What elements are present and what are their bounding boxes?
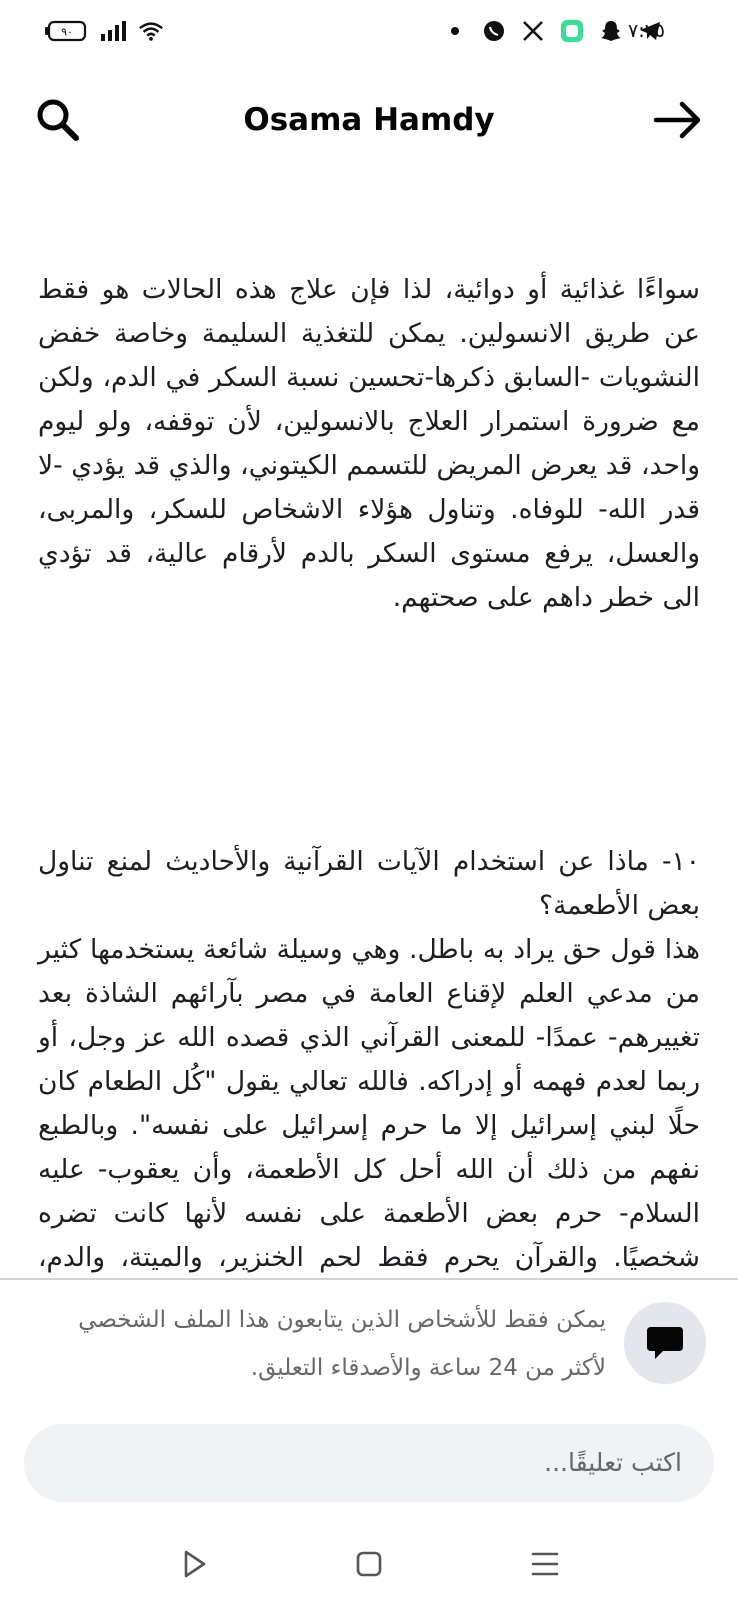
paragraph-spacer	[38, 708, 700, 752]
dot-icon	[442, 18, 468, 44]
post-body	[0, 166, 738, 1278]
comment-restriction-notice	[0, 1296, 738, 1414]
post-paragraph: سواءًا غذائية أو دوائية، لذا فإن علاج هذه الحالات هو فقط عن طريق الانسولين. يمكن للتغذية السليمة وخاصة خفض النشويات -السابق ذكرها-تحسين نسبة السكر في الدم، ولكن مع ضرورة استمرار العلاج بالانسولين، لأن توقفه، ولو ليوم واحد، قد يعرض المريض للتسمم الكيتوني، والذي قد يؤدي -لا قدر الله- للوفاه. وتناول هؤلاء الاشخاص للسكر، والمربى، والعسل، يرفع مستوى السكر بالدم لأرقام عالية، قد تؤدي الى خطر داهم على صحتهم.	[29, 274, 700, 613]
app-icon	[559, 18, 585, 44]
clock: ٧:٢٥	[628, 20, 666, 42]
wifi-icon	[138, 18, 164, 44]
comment-input[interactable]: اكتب تعليقًا...	[24, 1424, 714, 1502]
battery-icon	[44, 18, 88, 44]
snapchat-icon	[598, 18, 624, 44]
signal-icon	[100, 18, 126, 44]
recents-icon[interactable]	[527, 1546, 563, 1582]
header	[0, 92, 738, 152]
notice-text: يمكن فقط للأشخاص الذين يتابعون هذا الملف الشخصي لأكثر من 24 ساعة والأصدقاء التعليق.	[78, 1307, 606, 1381]
divider	[0, 1278, 738, 1280]
chat-bubble-icon	[624, 1302, 706, 1384]
post-paragraph: ١٠- ماذا عن استخدام الآيات القرآنية والأحاديث لمنع تناول بعض الأطعمة؟ هذا قول حق يراد به باطل. وهي وسيلة شائعة يستخدمها كثير من مدعي العلم لإقناع العامة في مصر بآرائهم الشاذة بعد تغييرهم- عمدًا- للمعنى القرآني الذي قصده الله عز وجل، أو ربما لعدم فهمه أو إدراكه. فالله تعالي يقول "كُل الطعام كان حلًا لبني إسرائيل إلا ما حرم إسرائيل على نفسه". وبالطبع نفهم من ذلك أن الله أحل كل الأطعمة، وأن يعقوب- عليه السلام- حرم بعض الأطعمة على نفسه لأنها كانت تضره شخصيًا. والقرآن يحرم فقط لحم الخنزير، والميتة، والدم،	[38, 846, 700, 1273]
back-icon[interactable]	[176, 1546, 212, 1582]
status-bar	[0, 0, 738, 66]
whatsapp-icon	[481, 18, 507, 44]
battery-level: ٩٠	[61, 25, 73, 39]
home-icon[interactable]	[351, 1546, 387, 1582]
system-nav-bar	[0, 1528, 738, 1600]
x-icon	[520, 18, 546, 44]
status-right-group	[44, 18, 164, 44]
page-title: Osama Hamdy	[243, 102, 495, 138]
post-content[interactable]	[0, 166, 738, 1278]
arrow-right-icon[interactable]	[652, 96, 704, 144]
